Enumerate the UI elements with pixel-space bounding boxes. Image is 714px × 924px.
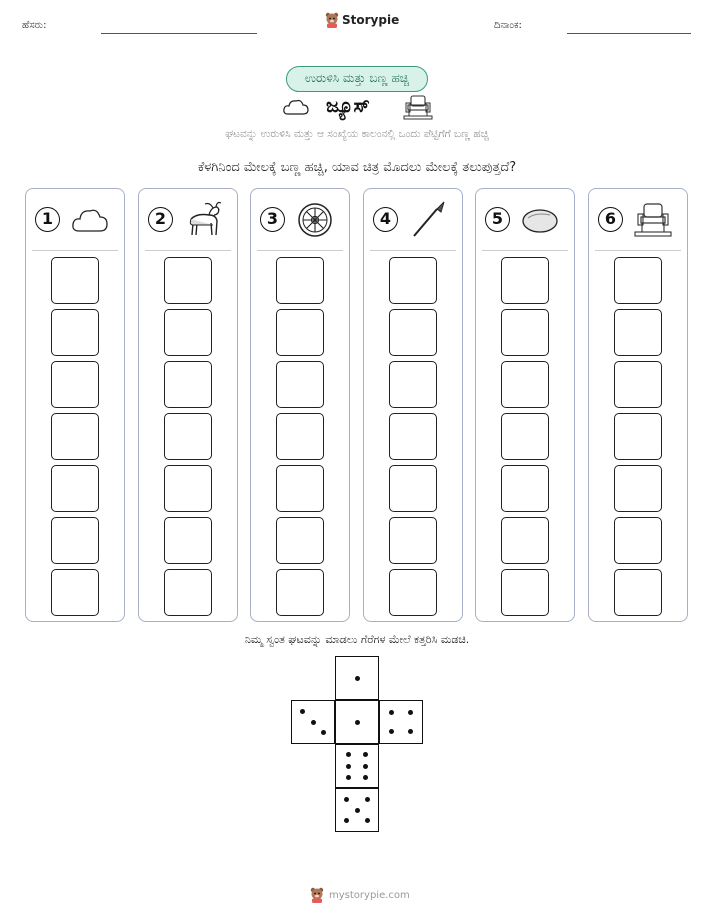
color-box[interactable] [501, 517, 549, 564]
throne-icon [633, 201, 673, 239]
color-box[interactable] [389, 413, 437, 460]
color-box[interactable] [389, 569, 437, 616]
die-pip [389, 710, 394, 715]
color-box[interactable] [501, 569, 549, 616]
date-line [567, 33, 691, 34]
die-face-4 [379, 700, 423, 744]
color-box[interactable] [51, 361, 99, 408]
color-box[interactable] [501, 309, 549, 356]
die-pip [355, 676, 360, 681]
color-box[interactable] [389, 257, 437, 304]
die-pip [363, 752, 368, 757]
color-box[interactable] [276, 361, 324, 408]
column-divider [257, 250, 343, 251]
column-number: 5 [485, 207, 510, 232]
die-pip [363, 775, 368, 780]
die-pip [311, 720, 316, 725]
color-box[interactable] [389, 465, 437, 512]
color-box[interactable] [614, 257, 662, 304]
color-box[interactable] [614, 569, 662, 616]
bear-icon [310, 887, 324, 903]
question-text: ಕೆಳಗಿನಿಂದ ಮೇಲಕ್ಕೆ ಬಣ್ಣ ಹಚ್ಚಿ, ಯಾವ ಚಿತ್ರ ಮೊದಲು ಮೇಲಕ್ಕೆ ತಲುಪುತ್ತದೆ? [197, 160, 517, 175]
column-number: 2 [148, 207, 173, 232]
color-box[interactable] [276, 465, 324, 512]
die-pip [408, 729, 413, 734]
instruction-text: ಘಟವನ್ನು ಉರುಳಿಸಿ ಮತ್ತು ಆ ಸಂಖ್ಯೆಯ ಕಾಲಂನಲ್ಲಿ ಒಂದು ಪೆಟ್ಟಿಗೆಗೆ ಬಣ್ಣ ಹಚ್ಚಿ [225, 128, 489, 140]
activity-tag: ಉರುಳಿಸಿ ಮತ್ತು ಬಣ್ಣ ಹಚ್ಚಿ [286, 66, 428, 92]
column-divider [370, 250, 456, 251]
color-box[interactable] [164, 517, 212, 564]
column-divider [482, 250, 568, 251]
color-box[interactable] [389, 361, 437, 408]
die-face-3 [291, 700, 335, 744]
color-box[interactable] [276, 309, 324, 356]
die-face-6 [335, 744, 379, 788]
color-box[interactable] [614, 309, 662, 356]
name-label: ಹೆಸರು: [22, 20, 47, 31]
color-box[interactable] [276, 517, 324, 564]
color-box[interactable] [51, 257, 99, 304]
column-number: 3 [260, 207, 285, 232]
color-box[interactable] [164, 569, 212, 616]
die-pip [344, 797, 349, 802]
color-box[interactable] [51, 413, 99, 460]
color-box[interactable] [614, 465, 662, 512]
column-3 [250, 188, 350, 622]
color-box[interactable] [51, 465, 99, 512]
die-pip [389, 729, 394, 734]
die-pip [363, 764, 368, 769]
date-label: ದಿನಾಂಕ: [494, 20, 522, 31]
die-pip [321, 730, 326, 735]
die-face-1 [335, 700, 379, 744]
footer [310, 887, 410, 903]
color-box[interactable] [164, 413, 212, 460]
goat-icon [183, 201, 223, 239]
column-6 [588, 188, 688, 622]
color-box[interactable] [501, 465, 549, 512]
color-box[interactable] [389, 309, 437, 356]
column-number: 1 [35, 207, 60, 232]
page-title: ಜ್ಯೂಸ್ [326, 95, 370, 117]
color-box[interactable] [164, 465, 212, 512]
wheel-icon [295, 201, 335, 239]
color-box[interactable] [614, 517, 662, 564]
cloud-icon [282, 97, 310, 117]
color-box[interactable] [614, 361, 662, 408]
column-divider [32, 250, 118, 251]
color-box[interactable] [51, 309, 99, 356]
die-pip [365, 818, 370, 823]
name-line [101, 33, 257, 34]
color-box[interactable] [276, 569, 324, 616]
die-face-5 [335, 788, 379, 832]
column-2 [138, 188, 238, 622]
column-divider [145, 250, 231, 251]
die-pip [408, 710, 413, 715]
spear-icon [408, 201, 448, 239]
column-1 [25, 188, 125, 622]
die-pip [346, 764, 351, 769]
column-5 [475, 188, 575, 622]
color-box[interactable] [501, 413, 549, 460]
color-box[interactable] [164, 257, 212, 304]
color-box[interactable] [501, 361, 549, 408]
column-divider [595, 250, 681, 251]
die-pip [355, 720, 360, 725]
color-box[interactable] [51, 569, 99, 616]
column-4 [363, 188, 463, 622]
color-box[interactable] [501, 257, 549, 304]
brand-name: Storypie [342, 13, 400, 27]
die-pip [344, 818, 349, 823]
color-box[interactable] [389, 517, 437, 564]
color-box[interactable] [164, 309, 212, 356]
stone-icon [520, 201, 560, 239]
die-pip [355, 808, 360, 813]
color-box[interactable] [276, 413, 324, 460]
die-pip [365, 797, 370, 802]
color-box[interactable] [614, 413, 662, 460]
column-number: 4 [373, 207, 398, 232]
cloud-icon [70, 201, 110, 239]
color-box[interactable] [51, 517, 99, 564]
color-box[interactable] [164, 361, 212, 408]
brand-logo [325, 12, 399, 28]
column-number: 6 [598, 207, 623, 232]
die-pip [346, 752, 351, 757]
color-box[interactable] [276, 257, 324, 304]
bear-icon [325, 12, 339, 28]
die-face-1 [335, 656, 379, 700]
die-pip [300, 709, 305, 714]
footer-site: mystorypie.com [329, 889, 410, 901]
cut-instruction: ನಿಮ್ಮ ಸ್ವಂತ ಘಟವನ್ನು ಮಾಡಲು ಗೆರೆಗಳ ಮೇಲೆ ಕತ್ತರಿಸಿ ಮಡಚಿ. [244, 633, 470, 646]
throne-icon [403, 94, 433, 122]
die-pip [346, 775, 351, 780]
